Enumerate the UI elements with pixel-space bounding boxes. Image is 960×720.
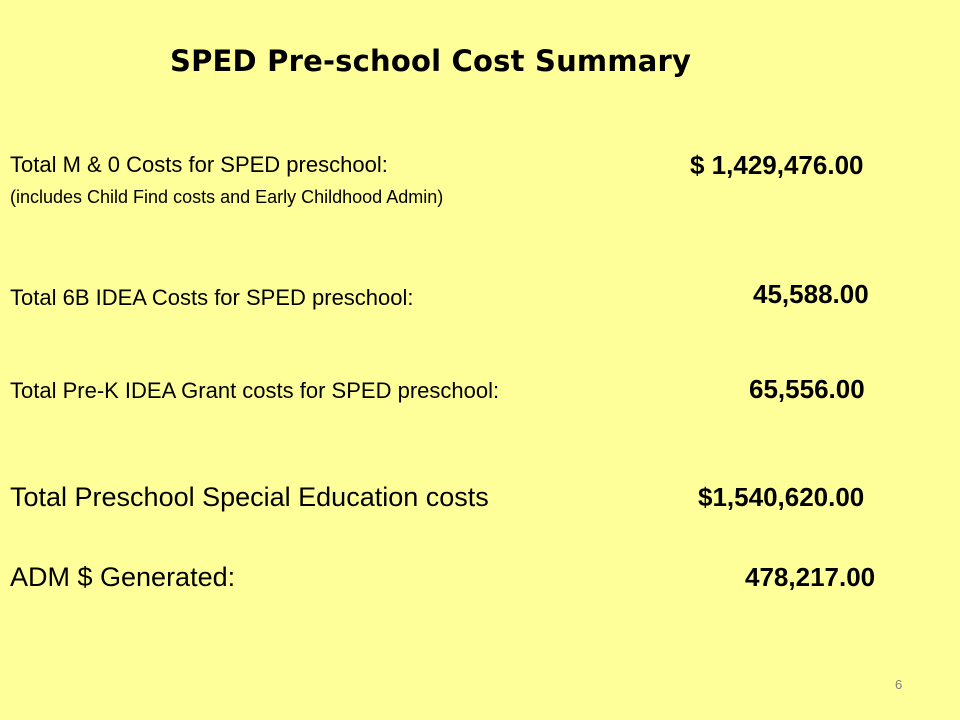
page-number: 6: [895, 677, 903, 692]
idea-6b-costs-value: 45,588.00: [753, 279, 869, 309]
mo-costs-value: $ 1,429,476.00: [690, 150, 864, 180]
mo-costs-label: Total M & 0 Costs for SPED preschool:: [10, 152, 388, 177]
prek-idea-grant-value: 65,556.00: [749, 374, 865, 404]
total-preschool-sped-value: $1,540,620.00: [698, 482, 865, 512]
mo-costs-note: (includes Child Find costs and Early Childhood Admin): [10, 187, 444, 207]
prek-idea-grant-label: Total Pre-K IDEA Grant costs for SPED preschool:: [10, 378, 500, 403]
idea-6b-costs-label: Total 6B IDEA Costs for SPED preschool:: [10, 285, 414, 310]
slide-title: SPED Pre-school Cost Summary: [170, 44, 692, 78]
adm-generated-label: ADM $ Generated:: [10, 562, 236, 592]
adm-generated-value: 478,217.00: [745, 562, 876, 592]
total-preschool-sped-label: Total Preschool Special Education costs: [10, 482, 489, 512]
